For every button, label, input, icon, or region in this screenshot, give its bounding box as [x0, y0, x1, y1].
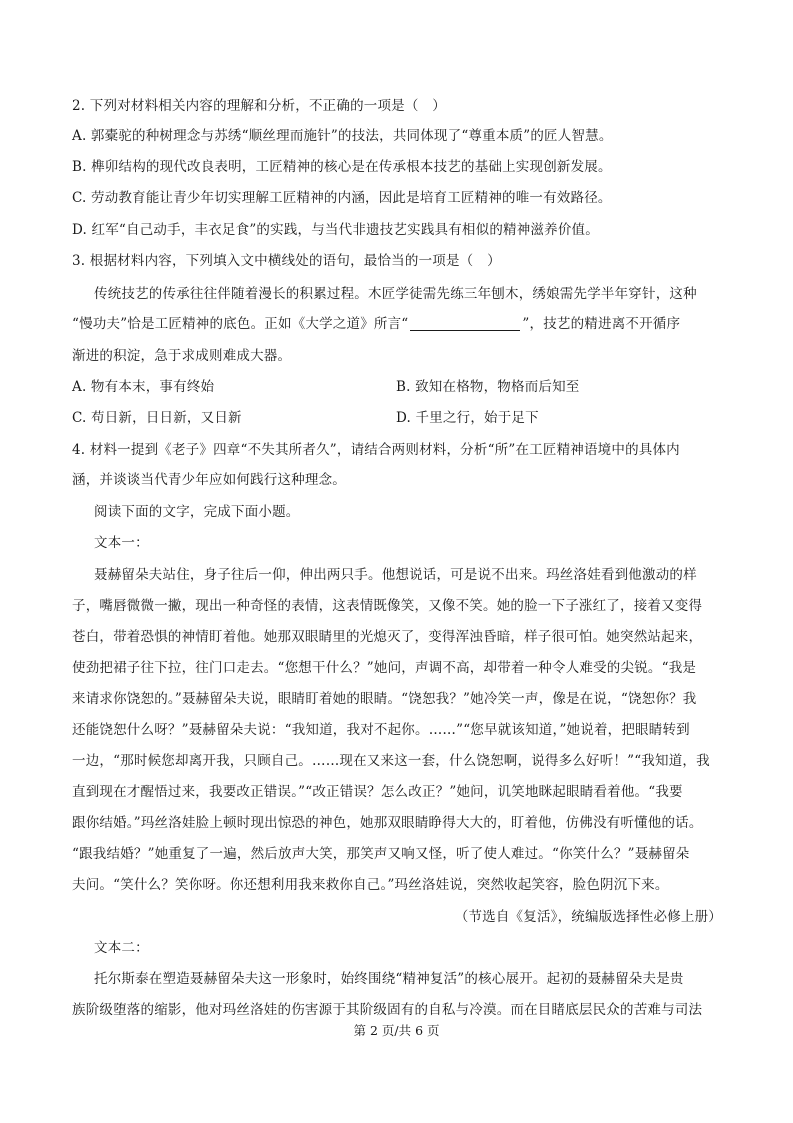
q4-stem-cont: 涵，并谈谈当代青少年应如何践行这种理念。 — [72, 472, 346, 488]
text1-line: 跟你结婚。”玛丝洛娃脸上顿时现出惊恐的神色，她那双眼睛睁得大大的，盯着他，仿佛没有听懂他的话。 — [72, 815, 703, 831]
text2-line: 族阶级堕落的缩影，他对玛丝洛娃的伤害源于其阶级固有的自私与冷漠。而在目睹底层民众的苦难与司法 — [72, 1002, 703, 1018]
text1-line: 使劲把裙子往下拉，往门口走去。“您想干什么？”她问，声调不高，却带着一种令人难受的尖锐。“我是 — [72, 660, 697, 676]
q3-passage-pre: “慢功夫”恰是工匠精神的底色。正如《大学之道》所言“ — [72, 316, 409, 332]
text1-line: 夫问。“笑什么？笑你呀。你还想利用我来救你自己。”玛丝洛娃说，突然收起笑容，脸色阴沉下来。 — [72, 877, 669, 893]
q2-option-c: C. 劳动教育能让青少年切实理解工匠精神的内涵，因此是培育工匠精神的唯一有效路径。 — [72, 190, 612, 206]
q3-option-d: D. 千里之行，始于足下 — [396, 410, 539, 426]
answer-blank — [410, 316, 520, 331]
text1-line: 子，嘴唇微微一撇，现出一种奇怪的表情，这表情既像笑，又像不笑。她的脸一下子涨红了，接着又变得 — [72, 598, 703, 614]
q2-option-b: B. 榫卯结构的现代改良表明，工匠精神的核心是在传承根本技艺的基础上实现创新发展。 — [72, 159, 612, 175]
text1-line: 聂赫留朵夫站住，身子往后一仰，伸出两只手。他想说话，可是说不出来。玛丝洛娃看到他激动的样 — [94, 567, 697, 583]
text1-line: 来请求你饶恕的。”聂赫留朵夫说，眼睛盯着她的眼睛。“饶恕我？”她冷笑一声，像是在说，“饶恕你？我 — [72, 691, 697, 707]
text2-title: 文本二： — [94, 940, 149, 956]
text2-line: 托尔斯泰在塑造聂赫留朵夫这一形象时，始终围绕“精神复活”的核心展开。起初的聂赫留朵夫是贵 — [94, 971, 684, 987]
q2-option-d: D. 红军“自己动手，丰衣足食”的实践，与当代非遗技艺实践具有相似的精神滋养价值。 — [72, 222, 599, 238]
q3-option-a: A. 物有本末，事有终始 — [72, 379, 215, 395]
text1-source: （节选自《复活》，统编版选择性必修上册） — [454, 909, 722, 925]
q3-passage-post: ”，技艺的精进离不开循序 — [522, 316, 681, 332]
text1-line: 直到现在才醒悟过来，我要改正错误。”“改正错误？怎么改正？”她问，讥笑地眯起眼睛看着他。“我要 — [72, 784, 683, 800]
q3-passage-line: 渐进的积淀，急于求成则难成大器。 — [72, 348, 292, 364]
q2-stem: 2. 下列对材料相关内容的理解和分析，不正确的一项是（ ） — [72, 98, 446, 114]
page-footer: 第 2 页/共 6 页 — [353, 1023, 440, 1038]
q3-passage-line-with-blank — [72, 314, 722, 334]
q3-option-c: C. 苟日新，日日新，又日新 — [72, 410, 242, 426]
q4-stem: 4. 材料一提到《老子》四章“不失其所者久”，请结合两则材料，分析“所”在工匠精神语境中的具体内 — [72, 442, 680, 458]
q3-passage-line: 传统技艺的传承往往伴随着漫长的积累过程。木匠学徒需先练三年刨木，绣娘需先学半年穿针，这种 — [94, 286, 697, 302]
text1-line: 一边，“那时候您却离开我，只顾自己。……现在又来这一套，什么饶恕啊，说得多么好听！”“我知道，我 — [72, 753, 710, 769]
reading-intro: 阅读下面的文字，完成下面小题。 — [94, 504, 300, 520]
q3-stem: 3. 根据材料内容，下列填入文中横线处的语句，最恰当的一项是（ ） — [72, 253, 501, 269]
text1-title: 文本一： — [94, 535, 149, 551]
q2-option-a: A. 郭橐驼的种树理念与苏绣“顺丝理而施针”的技法，共同体现了“尊重本质”的匠人智慧。 — [72, 128, 613, 144]
text1-line: 苍白，带着恐惧的神情盯着他。她那双眼睛里的光熄灭了，变得浑浊昏暗，样子很可怕。她突然站起来， — [72, 629, 703, 645]
q3-option-b: B. 致知在格物，物格而后知至 — [396, 379, 580, 395]
text1-line: “跟我结婚？”她重复了一遍，然后放声大笑，那笑声又响又怪，听了使人难过。“你笑什么？”聂赫留朵 — [72, 846, 690, 862]
text1-line: 还能饶恕什么呀？”聂赫留朵夫说：“我知道，我对不起你。……”“您早就该知道，”她说着，把眼睛转到 — [72, 722, 690, 738]
